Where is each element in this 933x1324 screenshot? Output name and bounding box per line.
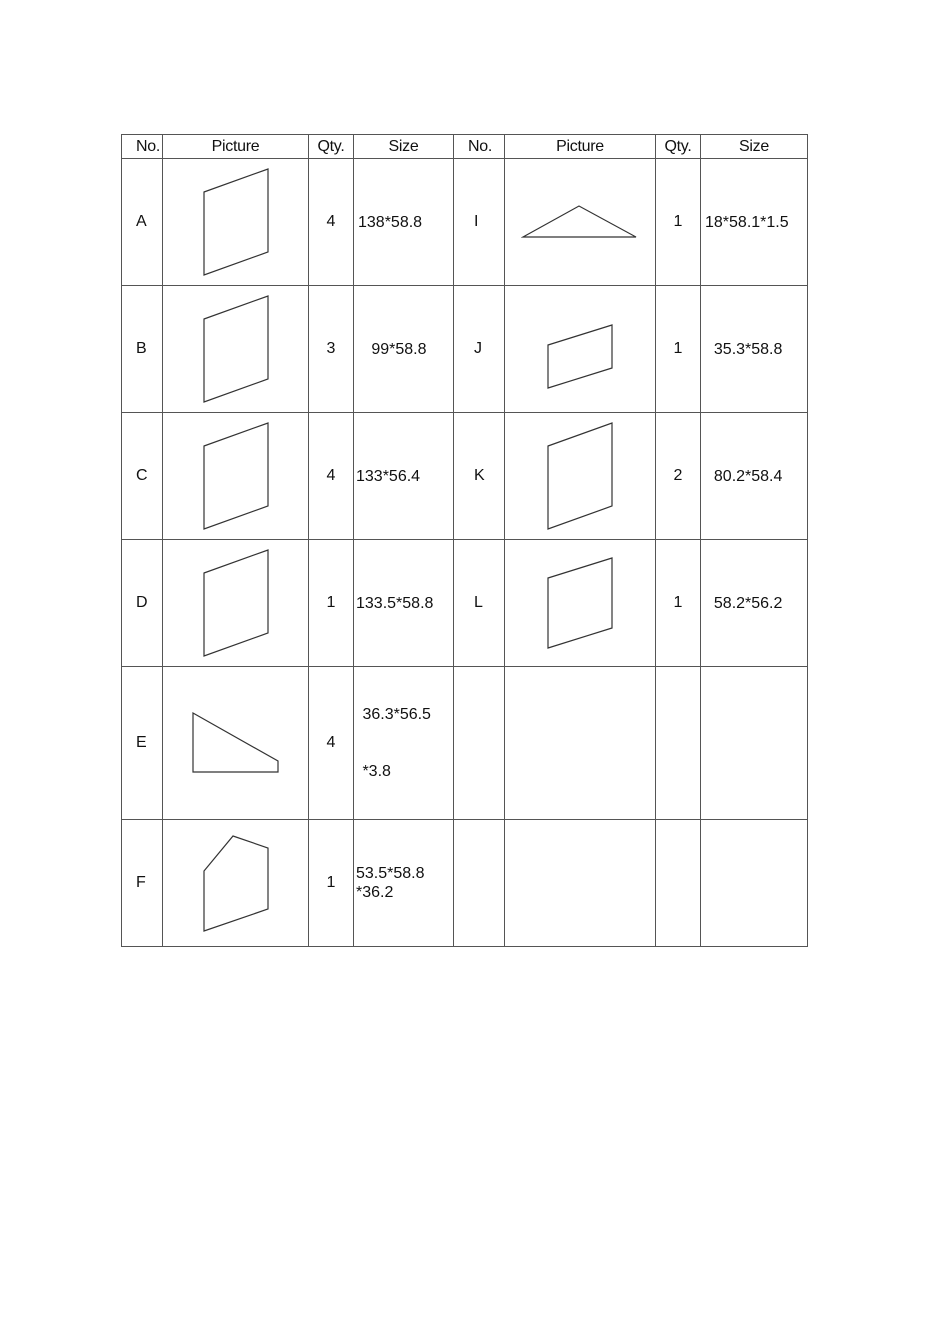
size-line: 133*56.4 bbox=[356, 467, 421, 485]
part-no: C bbox=[122, 413, 163, 540]
header-row bbox=[122, 135, 808, 159]
part-size bbox=[354, 413, 454, 540]
header-size: Size bbox=[354, 135, 454, 159]
table-row bbox=[122, 413, 808, 540]
part-size bbox=[354, 286, 454, 413]
part-qty: 4 bbox=[309, 159, 354, 286]
table-row bbox=[122, 159, 808, 286]
panel-tall-icon bbox=[201, 167, 271, 277]
part-picture bbox=[163, 159, 309, 286]
part-picture bbox=[163, 820, 309, 947]
part-no: I bbox=[454, 159, 505, 286]
part-picture bbox=[163, 286, 309, 413]
empty-cell bbox=[701, 820, 808, 947]
size-line: 36.3*56.5 bbox=[358, 706, 431, 723]
panel-small-icon bbox=[545, 323, 615, 391]
size-line: 53.5*58.8 bbox=[356, 865, 425, 882]
part-no: D bbox=[122, 540, 163, 667]
header-size-right: Size bbox=[701, 135, 808, 159]
panel-tall-icon bbox=[201, 548, 271, 658]
parts-body bbox=[122, 159, 808, 947]
size-line: 18*58.1*1.5 bbox=[705, 213, 789, 231]
size-line: 133.5*58.8 bbox=[356, 594, 434, 612]
part-size bbox=[701, 286, 808, 413]
part-qty: 4 bbox=[309, 413, 354, 540]
table-row bbox=[122, 286, 808, 413]
part-qty: 3 bbox=[309, 286, 354, 413]
size-line: 58.2*56.2 bbox=[705, 594, 783, 612]
part-picture bbox=[505, 159, 656, 286]
part-no: J bbox=[454, 286, 505, 413]
part-picture bbox=[505, 413, 656, 540]
empty-cell bbox=[701, 667, 808, 820]
part-no: L bbox=[454, 540, 505, 667]
panel-medium-icon bbox=[545, 556, 615, 651]
part-no: K bbox=[454, 413, 505, 540]
part-qty: 1 bbox=[309, 540, 354, 667]
empty-cell bbox=[656, 820, 701, 947]
panel-tall-icon bbox=[201, 421, 271, 531]
part-picture bbox=[163, 667, 309, 820]
header-no-right: No. bbox=[454, 135, 505, 159]
part-qty: 1 bbox=[656, 286, 701, 413]
empty-cell bbox=[505, 667, 656, 820]
size-line: 99*58.8 bbox=[358, 340, 427, 358]
part-no: A bbox=[122, 159, 163, 286]
part-picture bbox=[163, 413, 309, 540]
part-size bbox=[701, 540, 808, 667]
part-no: E bbox=[122, 667, 163, 820]
part-size bbox=[354, 159, 454, 286]
part-qty: 4 bbox=[309, 667, 354, 820]
part-no: B bbox=[122, 286, 163, 413]
part-qty: 1 bbox=[309, 820, 354, 947]
empty-cell bbox=[505, 820, 656, 947]
size-line: 80.2*58.4 bbox=[705, 467, 783, 485]
part-size bbox=[701, 159, 808, 286]
part-size bbox=[701, 413, 808, 540]
header-qty-right: Qty. bbox=[656, 135, 701, 159]
panel-tall-icon bbox=[201, 294, 271, 404]
size-line: 138*58.8 bbox=[358, 213, 423, 231]
part-picture bbox=[505, 286, 656, 413]
empty-cell bbox=[454, 667, 505, 820]
part-qty: 1 bbox=[656, 540, 701, 667]
pentagon-panel-icon bbox=[201, 833, 271, 933]
part-picture bbox=[163, 540, 309, 667]
triangle-wide-icon bbox=[521, 204, 639, 240]
parts-table bbox=[121, 134, 808, 947]
empty-cell bbox=[454, 820, 505, 947]
size-line: *36.2 bbox=[356, 884, 394, 901]
size-line: 35.3*58.8 bbox=[705, 340, 783, 358]
header-picture-right: Picture bbox=[505, 135, 656, 159]
panel-tall-icon bbox=[545, 421, 615, 531]
size-line: *3.8 bbox=[358, 763, 391, 780]
part-size bbox=[354, 540, 454, 667]
part-picture bbox=[505, 540, 656, 667]
part-qty: 2 bbox=[656, 413, 701, 540]
empty-cell bbox=[656, 667, 701, 820]
header-qty: Qty. bbox=[309, 135, 354, 159]
part-size bbox=[354, 820, 454, 947]
wedge-icon bbox=[190, 711, 282, 775]
header-picture: Picture bbox=[163, 135, 309, 159]
part-qty: 1 bbox=[656, 159, 701, 286]
part-no: F bbox=[122, 820, 163, 947]
table-row bbox=[122, 667, 808, 820]
part-size bbox=[354, 667, 454, 820]
table-row bbox=[122, 820, 808, 947]
header-no: No. bbox=[122, 135, 163, 159]
table-row bbox=[122, 540, 808, 667]
